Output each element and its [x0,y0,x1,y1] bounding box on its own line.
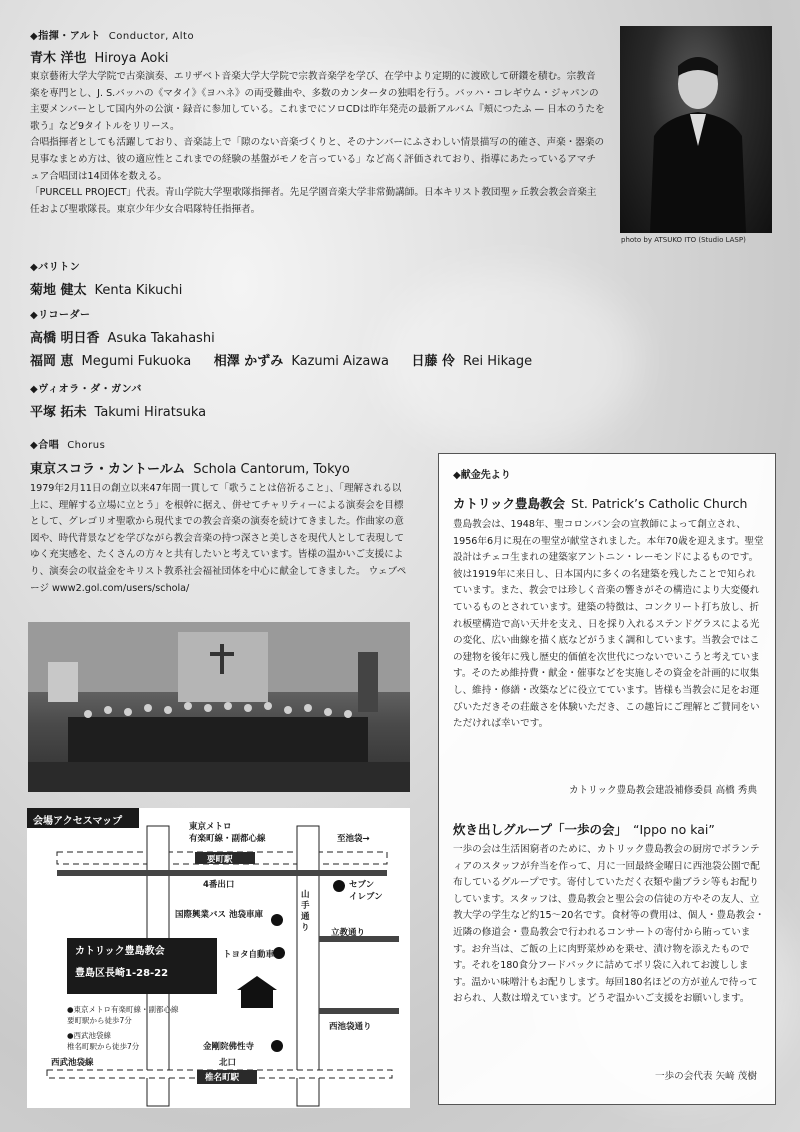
chorus-heading: ◆合唱 Chorus [30,440,106,451]
conductor-heading: ◆指揮・アルト Conductor, Alto [30,31,195,42]
group-body: 一歩の会は生活困窮者のために、カトリック豊島教会の厨房でボランティアのスタッフが弁当を作って、月に一回最終金曜日に西池袋公園で配布しているグループです。寄付していただく衣類や歯ブラシ等もお配りしています。スタッフは、豊島教会と聖公会の信徒の方やその友人、立教大学の学生など約15〜20名です。食材等の費用は、個人・豊島教会・近隣の修道会・豊島教会で行われるコンサートの寄付から賄っています。お弁当は、ご飯の上に肉野菜炒めを乗せ、漬け物を添えたものです。それを180食分フードパックに詰めてポリ袋に入れてお渡しします。温かい味噌汁もお配りします。毎回180名ほどの方が並んで待っておられ、人数は増えています。どうぞ温かいご支援をお願いします。 [453,844,765,1005]
conductor-name: 青木 洋也 Hiroya Aoki [30,51,169,66]
baritone-heading: ◆バリトン [30,262,81,273]
map-exit4: 4番出口 [203,880,235,890]
donation-heading: ◆献金先より [453,470,511,481]
map-access1: ●東京メトロ有楽町線・副都心線 要町駅から徒歩7分 [67,1005,179,1025]
map-station-kanamecho: 要町駅 [207,855,233,865]
map-church-name: カトリック豊島教会 [75,946,165,957]
map-seven: セブン イレブン [349,880,383,902]
map-church-addr: 豊島区長崎1-28-22 [75,968,169,979]
group-sign: 一歩の会代表 矢﨑 茂樹 [654,1071,757,1082]
map-access2: ●西武池袋線 椎名町駅から徒歩7分 [67,1031,140,1051]
map-toyota: トヨタ自動車 [223,950,275,960]
choir-photo [28,622,410,792]
map-north-exit: 北口 [219,1058,237,1068]
map-nishiikebukuro: 西池袋通り [329,1022,372,1032]
map-rikkyo: 立教通り [331,928,366,938]
map-metro-line: 東京メトロ 有楽町線・副都心線 [189,822,266,844]
map-bus: 国際興業バス 池袋車庫 [175,910,263,920]
chorus-bio: 1979年2月11日の創立以来47年間一貫して「歌うことは倍祈ること」、「理解される以上に、理解する立場に立とう」を根幹に据え、併せてチャリティーによる演奏会を目標として、グレゴリオ聖歌から現代までの教会音楽の演奏を続けてきました。作曲家の意図や、時代背景などを学びながら教会音楽の持つ深さと美しさを現代人として表現してゆく充実感を、たくさんの方々と共有したいと考えています。皆様の温かいご支援により、演奏会の収益金をキリスト教系社会福祉団体を中心に献金してきました。 ウェブページ www2.gol.com/users/schola/ [30,483,407,594]
baritone-name: 菊地 健太 Kenta Kikuchi [30,283,183,298]
group-title: 炊き出しグループ「一歩の会」 “Ippo no kai” [453,822,715,837]
church-sign: カトリック豊島教会建設補修委員 高橋 秀典 [569,785,757,796]
map-title: 会場アクセスマップ [33,816,123,827]
church-title: カトリック豊島教会 St. Patrick’s Catholic Church [453,496,748,511]
gamba-name: 平塚 拓未 Takumi Hiratsuka [30,405,207,420]
chorus-name: 東京スコラ・カントールム Schola Cantorum, Tokyo [30,462,350,477]
access-map [27,808,410,1108]
recorder-line2: 福岡 恵 Megumi Fukuoka 相澤 かずみ Kazumi Aizawa 日藤 伶 Rei Hikage [30,354,533,369]
recorder-line1: 高橋 明日香 Asuka Takahashi [30,331,215,346]
photo-credit: photo by ATSUKO ITO (Studio LASP) [621,236,746,244]
map-to-ikebukuro: 至池袋→ [337,834,370,844]
conductor-bio: 東京藝術大学大学院で古楽演奏、エリザベト音楽大学大学院で宗教音楽学を学び、在学中より定期的に渡欧して研鑽を積む。宗教音楽を専門とし、J. S.バッハの《マタイ》《ヨハネ》の両受難曲や、多数のカンタータの独唱を行う。バッハ・コレギウム・ジャパンの主要メンバーとして国内外の公演・録音に参加している。これまでにソロCDは昨年発売の最新アルバム『頬につたふ — 日本のうたを歌う』など9タイトルをリリース。 合唱指揮者としても活躍しており、音楽誌上で「隙のない音楽づくりと、そのナンバーにふさわしい情景描写の的確さ、声楽・器楽の見事なまとめ方は、彼の適应性とこれまでの経験の基盤がモノを言っている」など高く評価されており、指導にあたっているアマチュア合唱団は14団体を数える。 「PURCELL PROJECT」代表。青山学院大学聖歌隊指揮者。先足学園音楽大学非常勤講師。日本キリスト教団聖ヶ丘教会教会音楽主任および聖歌隊長。東京少年少女合唱隊特任指揮者。 [30,71,605,215]
map-kongoin: 金剛院佛性寺 [203,1042,255,1052]
donation-box [438,453,776,1105]
map-station-shiinamachi: 椎名町駅 [205,1073,240,1083]
gamba-heading: ◆ヴィオラ・ダ・ガンバ [30,384,142,395]
map-seibu-line: 西武池袋線 [51,1058,94,1068]
conductor-photo [620,26,772,233]
recorder-heading: ◆リコーダー [30,310,91,321]
map-yamate: 山手通り [301,890,310,933]
church-body: 豊島教会は、1948年、聖コロンバン会の宣教師によって創立され、1956年6月に現在の聖堂が献堂されました。本年70歳を迎えます。聖堂設計はチェコ生まれの建築家アントニン・レーモンドによるものです。彼は1919年に来日し、日本国内に多くの名建築を残したことで知られています。また、教会では珍しく音楽の響きがその構造により大変優れているものとされています。建築の特徴は、コンクリート打ち放し、折れ板壁構造で高い天井を支え、日を採り入れるステンドグラスによる光の変化、広い曲線を描く底などがうまく調和しています。当教会ではこの建物を後年に残し歴史的価値を次世代につないでいこうと考えています。そのため維持費・献金・催事などを実施しその資金を計画的に収集し、維持・修繕・改築などに役立てています。皆様も当教会に足をお運びいただきその荘厳さを体験いただき、この趣旨にご理解とご賛同をいただければ幸いです。 [453,519,764,730]
